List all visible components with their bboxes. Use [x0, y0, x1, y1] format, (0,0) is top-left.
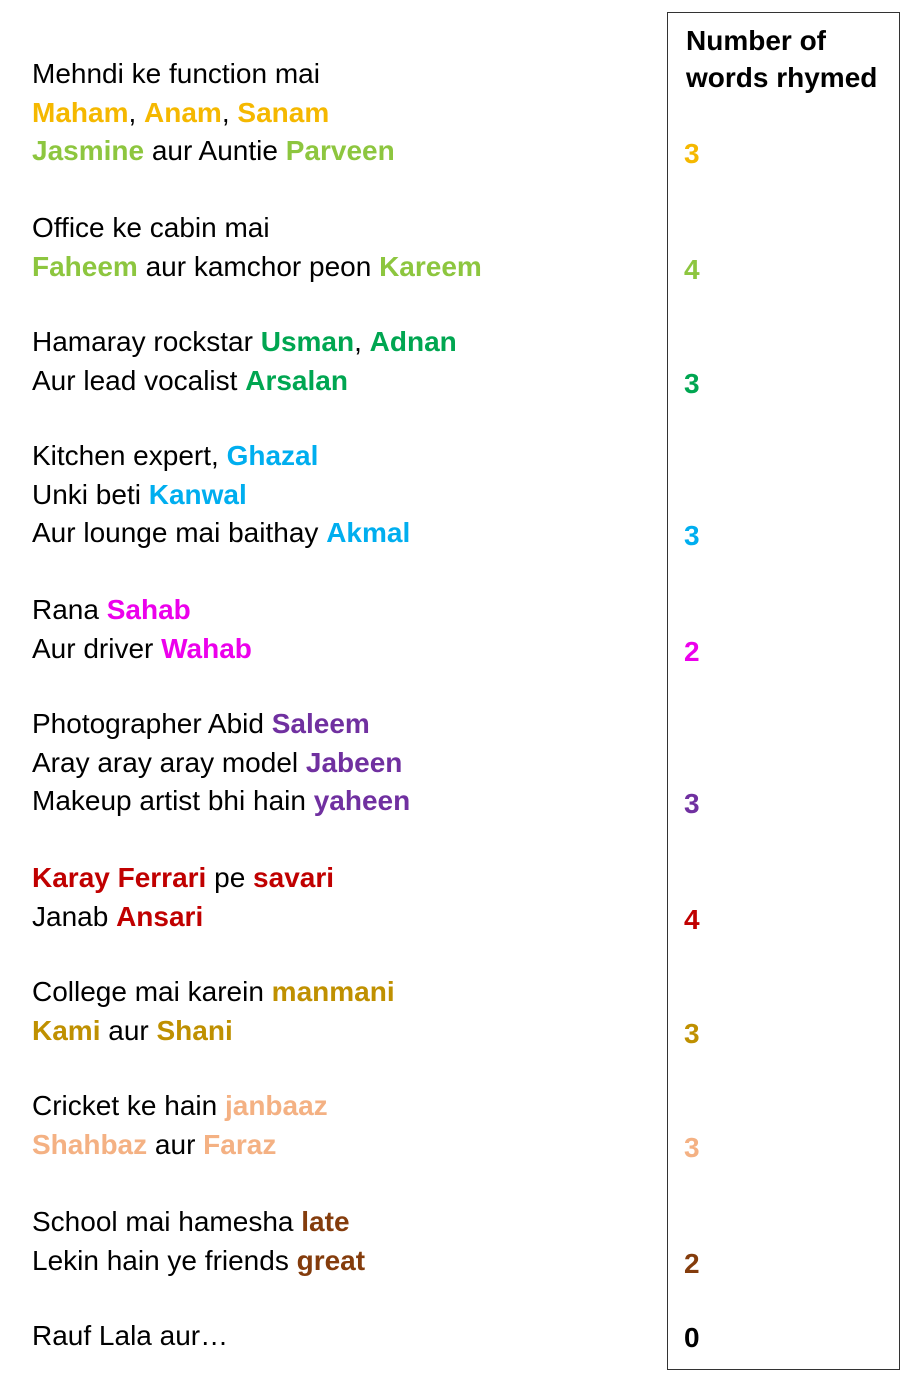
- stanza: [32, 1087, 328, 1164]
- poem-line: [32, 1012, 395, 1051]
- column-header-line-1: Number of: [686, 25, 826, 56]
- rhyme-word: Adnan: [369, 326, 457, 357]
- rhyme-word: Shahbaz: [32, 1128, 148, 1160]
- stanza: [32, 859, 334, 936]
- line-text: Aur driver: [32, 632, 162, 664]
- rhyme-word: Kami: [32, 1014, 101, 1046]
- line-text: Aur lead vocalist: [32, 364, 246, 396]
- line-text: pe: [206, 862, 254, 893]
- stanza: [32, 1203, 365, 1280]
- line-text: aur kamchor peon: [137, 250, 380, 282]
- line-text: Office ke cabin mai: [32, 212, 270, 243]
- poem-line: [32, 1317, 228, 1356]
- column-header: [686, 22, 877, 96]
- poem-line: [32, 1087, 328, 1126]
- rhyme-word: Usman: [260, 326, 355, 357]
- poem-line: [32, 323, 457, 362]
- rhyme-word: yaheen: [313, 785, 411, 816]
- line-text: Cricket ke hain: [32, 1090, 225, 1121]
- rhyme-count: 4: [684, 903, 700, 935]
- line-text: aur: [100, 1014, 157, 1046]
- rhyme-word: Arsalan: [245, 364, 348, 396]
- poem-line: [32, 1242, 365, 1281]
- line-text: Lekin hain ye friends: [32, 1244, 297, 1276]
- poem-line: [32, 859, 334, 898]
- poem-line: [32, 591, 252, 630]
- line-text: Kitchen expert,: [32, 440, 227, 471]
- stanza: [32, 437, 410, 553]
- rhyme-word: Kanwal: [148, 478, 247, 510]
- poem-line: [32, 705, 410, 744]
- line-text: Rauf Lala aur…: [32, 1320, 229, 1351]
- rhyme-count: 0: [684, 1322, 700, 1353]
- line-text: Mehndi ke function mai: [32, 58, 320, 89]
- rhyme-count: 3: [684, 520, 700, 551]
- poem-line: [32, 898, 334, 937]
- poem-line: [32, 132, 395, 171]
- line-text: ,: [221, 96, 238, 128]
- line-text: Hamaray rockstar: [32, 326, 261, 357]
- poem-line: [32, 248, 482, 287]
- rhyme-word: Faraz: [203, 1128, 277, 1160]
- rhyme-count: 2: [684, 635, 700, 667]
- rhyme-count: 3: [684, 788, 700, 819]
- poem-line: [32, 744, 410, 783]
- rhyme-count: 4: [684, 253, 700, 285]
- poem-line: [32, 1126, 328, 1165]
- rhyme-word: janbaaz: [224, 1090, 328, 1121]
- line-text: Aray aray aray model: [32, 746, 306, 778]
- poem-line: [32, 55, 395, 94]
- line-text: Rana: [32, 594, 107, 625]
- line-text: Janab: [32, 900, 117, 932]
- rhyme-count: 2: [684, 1247, 700, 1279]
- rhyme-count: 3: [684, 1017, 700, 1049]
- line-text: College mai karein: [32, 976, 272, 1007]
- rhyme-word: Shani: [156, 1014, 233, 1046]
- line-text: Aur lounge mai baithay: [32, 517, 327, 548]
- stanza: [32, 209, 482, 286]
- poem-line: [32, 94, 395, 133]
- poem-line: [32, 437, 410, 476]
- rhyme-word: Sahab: [106, 594, 191, 625]
- rhyme-word: Sanam: [237, 96, 330, 128]
- rhyme-word: manmani: [271, 976, 395, 1007]
- rhyme-word: Jabeen: [305, 746, 403, 778]
- line-text: ,: [128, 96, 145, 128]
- poem-line: [32, 476, 410, 515]
- stanza: [32, 323, 457, 400]
- line-text: ,: [354, 326, 370, 357]
- line-text: aur: [147, 1128, 204, 1160]
- poem-line: [32, 209, 482, 248]
- rhyme-word: great: [296, 1244, 366, 1276]
- line-text: Unki beti: [32, 478, 149, 510]
- rhyme-word: Ghazal: [226, 440, 319, 471]
- rhyme-word: Parveen: [285, 135, 395, 166]
- line-text: Makeup artist bhi hain: [32, 785, 314, 816]
- rhyme-word: savari: [253, 862, 335, 893]
- rhyme-word: late: [301, 1206, 350, 1237]
- line-text: Photographer Abid: [32, 708, 272, 739]
- poem-line: [32, 973, 395, 1012]
- poem-line: [32, 782, 410, 821]
- stanza: [32, 973, 395, 1050]
- stanza: [32, 55, 395, 171]
- stanza: [32, 591, 252, 668]
- rhyme-word: Jasmine: [32, 135, 145, 166]
- rhyme-count: 3: [684, 367, 700, 399]
- stanza: [32, 705, 410, 821]
- poem-line: [32, 1203, 365, 1242]
- rhyme-word: Wahab: [161, 632, 252, 664]
- rhyme-count: 3: [684, 138, 700, 169]
- rhyme-word: Faheem: [32, 250, 138, 282]
- rhyme-word: Saleem: [271, 708, 370, 739]
- poem-line: [32, 630, 252, 669]
- rhyme-word: Ansari: [116, 900, 204, 932]
- stanza: [32, 1317, 228, 1356]
- line-text: aur Auntie: [144, 135, 286, 166]
- poem-line: [32, 362, 457, 401]
- poem-line: [32, 514, 410, 553]
- rhyme-word: Maham: [32, 96, 129, 128]
- line-text: School mai hamesha: [32, 1206, 302, 1237]
- rhyme-word: Anam: [144, 96, 222, 128]
- rhyme-word: Kareem: [379, 250, 482, 282]
- column-header-line-2: words rhymed: [686, 62, 878, 93]
- rhyme-count-column: [667, 12, 900, 1370]
- rhyme-count: 3: [684, 1131, 700, 1163]
- rhyme-word: Karay Ferrari: [32, 862, 207, 893]
- rhyme-word: Akmal: [326, 517, 411, 548]
